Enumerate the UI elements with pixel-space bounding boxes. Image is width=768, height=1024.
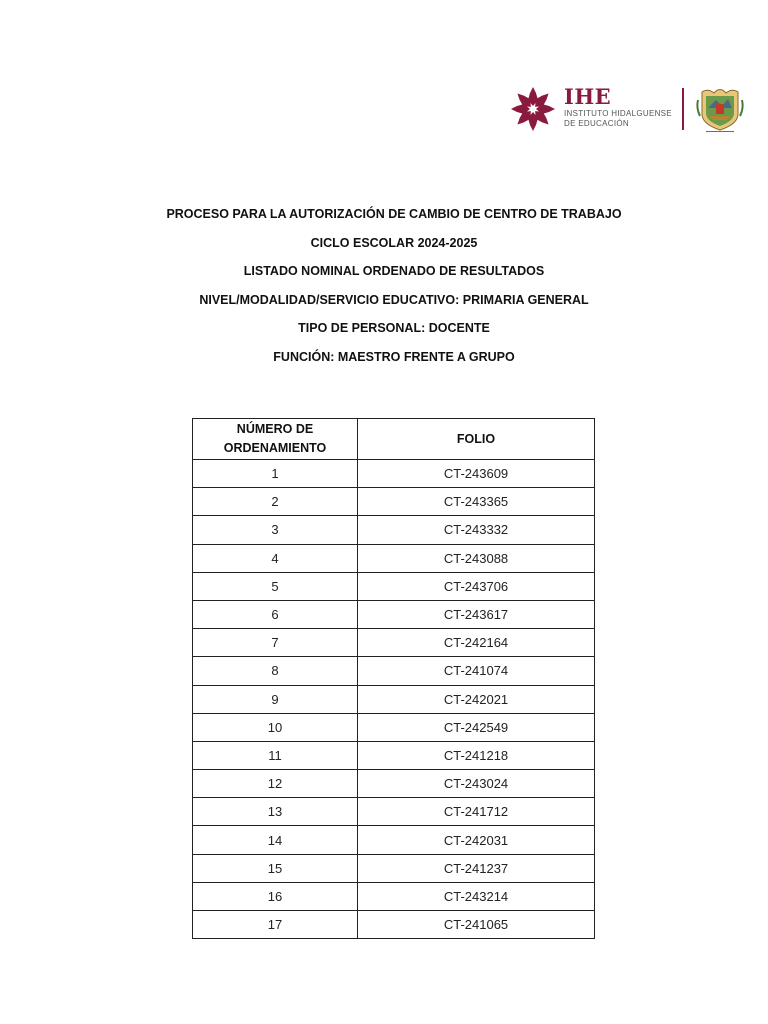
row-folio: CT-241218 bbox=[358, 741, 595, 769]
row-folio: CT-243609 bbox=[358, 460, 595, 488]
row-folio: CT-243024 bbox=[358, 770, 595, 798]
logo-divider bbox=[682, 88, 684, 130]
row-number: 14 bbox=[193, 826, 358, 854]
row-number: 8 bbox=[193, 657, 358, 685]
row-number: 16 bbox=[193, 882, 358, 910]
row-folio: CT-241065 bbox=[358, 911, 595, 939]
table-row bbox=[193, 685, 595, 713]
results-table bbox=[192, 418, 595, 939]
row-number: 7 bbox=[193, 629, 358, 657]
table-header-row bbox=[193, 419, 595, 460]
row-number: 1 bbox=[193, 460, 358, 488]
row-folio: CT-242164 bbox=[358, 629, 595, 657]
header-numero-line2: ORDENAMIENTO bbox=[223, 441, 327, 455]
table-row bbox=[193, 770, 595, 798]
title-staff-type: TIPO DE PERSONAL: DOCENTE bbox=[298, 321, 490, 336]
table-row bbox=[193, 854, 595, 882]
row-number: 10 bbox=[193, 713, 358, 741]
title-listing: LISTADO NOMINAL ORDENADO DE RESULTADOS bbox=[243, 264, 545, 279]
table-row bbox=[193, 488, 595, 516]
title-function: FUNCIÓN: MAESTRO FRENTE A GRUPO bbox=[273, 349, 515, 364]
header-numero-ordenamiento bbox=[193, 419, 358, 460]
row-folio: CT-241074 bbox=[358, 657, 595, 685]
table-row bbox=[193, 629, 595, 657]
row-number: 4 bbox=[193, 544, 358, 572]
row-number: 2 bbox=[193, 488, 358, 516]
table-row bbox=[193, 516, 595, 544]
table-row bbox=[193, 600, 595, 628]
row-number: 6 bbox=[193, 600, 358, 628]
ihe-name-line2: DE EDUCACIÓN bbox=[564, 119, 629, 128]
row-number: 9 bbox=[193, 685, 358, 713]
row-folio: CT-242549 bbox=[358, 713, 595, 741]
table-row bbox=[193, 460, 595, 488]
row-number: 17 bbox=[193, 911, 358, 939]
ihe-star-logo-icon bbox=[510, 86, 556, 132]
title-level: NIVEL/MODALIDAD/SERVICIO EDUCATIVO: PRIMARIA GENERAL bbox=[199, 292, 589, 307]
row-number: 11 bbox=[193, 741, 358, 769]
table-row bbox=[193, 826, 595, 854]
row-folio: CT-241237 bbox=[358, 854, 595, 882]
hidalgo-coat-of-arms-icon bbox=[694, 86, 746, 134]
row-number: 15 bbox=[193, 854, 358, 882]
header-folio: FOLIO bbox=[358, 419, 595, 460]
title-school-year: CICLO ESCOLAR 2024-2025 bbox=[310, 235, 478, 250]
table-row bbox=[193, 911, 595, 939]
ihe-wordmark bbox=[564, 86, 684, 128]
table-row bbox=[193, 657, 595, 685]
row-folio: CT-243365 bbox=[358, 488, 595, 516]
row-number: 12 bbox=[193, 770, 358, 798]
row-folio: CT-243706 bbox=[358, 572, 595, 600]
row-folio: CT-243214 bbox=[358, 882, 595, 910]
ihe-acronym: IHE bbox=[564, 84, 612, 109]
table-row bbox=[193, 572, 595, 600]
header-numero-line1: NÚMERO DE bbox=[236, 422, 314, 436]
table-row bbox=[193, 798, 595, 826]
row-folio: CT-243332 bbox=[358, 516, 595, 544]
row-number: 13 bbox=[193, 798, 358, 826]
row-number: 5 bbox=[193, 572, 358, 600]
table-row bbox=[193, 713, 595, 741]
row-number: 3 bbox=[193, 516, 358, 544]
table-body bbox=[193, 460, 595, 939]
table-row bbox=[193, 882, 595, 910]
title-process: PROCESO PARA LA AUTORIZACIÓN DE CAMBIO DE CENTRO DE TRABAJO bbox=[166, 207, 622, 221]
row-folio: CT-241712 bbox=[358, 798, 595, 826]
header-logos bbox=[510, 86, 750, 136]
document-titles bbox=[0, 200, 768, 372]
row-folio: CT-243088 bbox=[358, 544, 595, 572]
ihe-name-line1: INSTITUTO HIDALGUENSE bbox=[564, 109, 672, 118]
row-folio: CT-242031 bbox=[358, 826, 595, 854]
row-folio: CT-243617 bbox=[358, 600, 595, 628]
table-row bbox=[193, 741, 595, 769]
table-row bbox=[193, 544, 595, 572]
row-folio: CT-242021 bbox=[358, 685, 595, 713]
